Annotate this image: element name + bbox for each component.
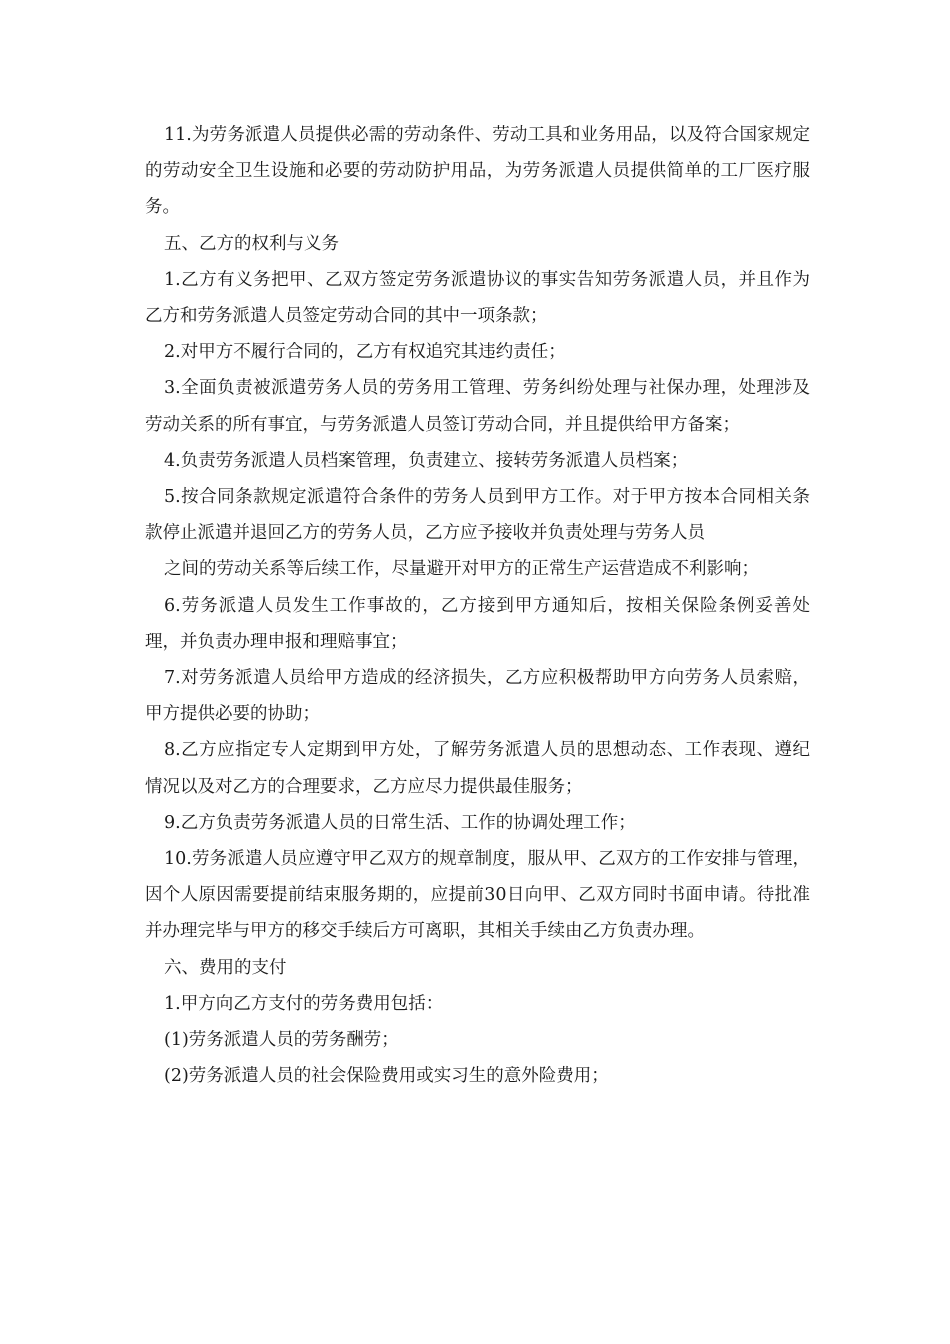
section-heading-6: 六、费用的支付 bbox=[164, 957, 287, 978]
section-heading-5: 五、乙方的权利与义务 bbox=[164, 233, 339, 254]
clause-5-5b: 之间的劳动关系等后续工作，尽量避开对甲方的正常生产运营造成不利影响； bbox=[164, 559, 759, 580]
clause-5-3: 3.全面负责被派遣劳务人员的劳务用工管理、劳务纠纷处理与社保办理，处理涉及劳动关系的所有事宜，与劳务派遣人员签订劳动合同，并且提供给甲方备案； bbox=[145, 378, 810, 435]
document-body bbox=[145, 117, 810, 1094]
clause-5-1: 1.乙方有义务把甲、乙双方签定劳务派遣协议的事实告知劳务派遣人员，并且作为乙方和劳务派遣人员签定劳动合同的其中一项条款； bbox=[145, 269, 810, 327]
clause-5-6: 6.劳务派遣人员发生工作事故的，乙方接到甲方通知后，按相关保险条例妥善处理，并负责办理申报和理赔事宜； bbox=[145, 595, 810, 652]
clause-5-2: 2.对甲方不履行合同的，乙方有权追究其违约责任； bbox=[164, 342, 566, 363]
clause-5-9: 9.乙方负责劳务派遣人员的日常生活、工作的协调处理工作； bbox=[164, 812, 636, 833]
clause-5-4: 4.负责劳务派遣人员档案管理，负责建立、接转劳务派遣人员档案； bbox=[164, 450, 689, 471]
clause-5-10: 10.劳务派遣人员应遵守甲乙双方的规章制度，服从甲、乙双方的工作安排与管理，因个人原因需要提前结束服务期的，应提前30日向甲、乙双方同时书面申请。待批准并办理完毕与甲方的移交手续后方可离职，其相关手续由乙方负责办理。 bbox=[145, 849, 810, 942]
clause-6-1-1: (1)劳务派遣人员的劳务酬劳； bbox=[164, 1030, 399, 1051]
clause-6-1-2: (2)劳务派遣人员的社会保险费用或实习生的意外险费用； bbox=[164, 1066, 609, 1087]
clause-5-7: 7.对劳务派遣人员给甲方造成的经济损失，乙方应积极帮助甲方向劳务人员索赔，甲方提供必要的协助； bbox=[145, 668, 810, 725]
clause-5-5a: 5.按合同条款规定派遣符合条件的劳务人员到甲方工作。对于甲方按本合同相关条款停止派遣并退回乙方的劳务人员，乙方应予接收并负责处理与劳务人员 bbox=[145, 487, 810, 544]
clause-11: 11.为劳务派遣人员提供必需的劳动条件、劳动工具和业务用品，以及符合国家规定的劳动安全卫生设施和必要的劳动防护用品，为劳务派遣人员提供简单的工厂医疗服务。 bbox=[145, 125, 810, 218]
clause-5-8: 8.乙方应指定专人定期到甲方处，了解劳务派遣人员的思想动态、工作表现、遵纪情况以及对乙方的合理要求，乙方应尽力提供最佳服务； bbox=[145, 740, 810, 797]
clause-6-1: 1.甲方向乙方支付的劳务费用包括： bbox=[164, 993, 444, 1014]
